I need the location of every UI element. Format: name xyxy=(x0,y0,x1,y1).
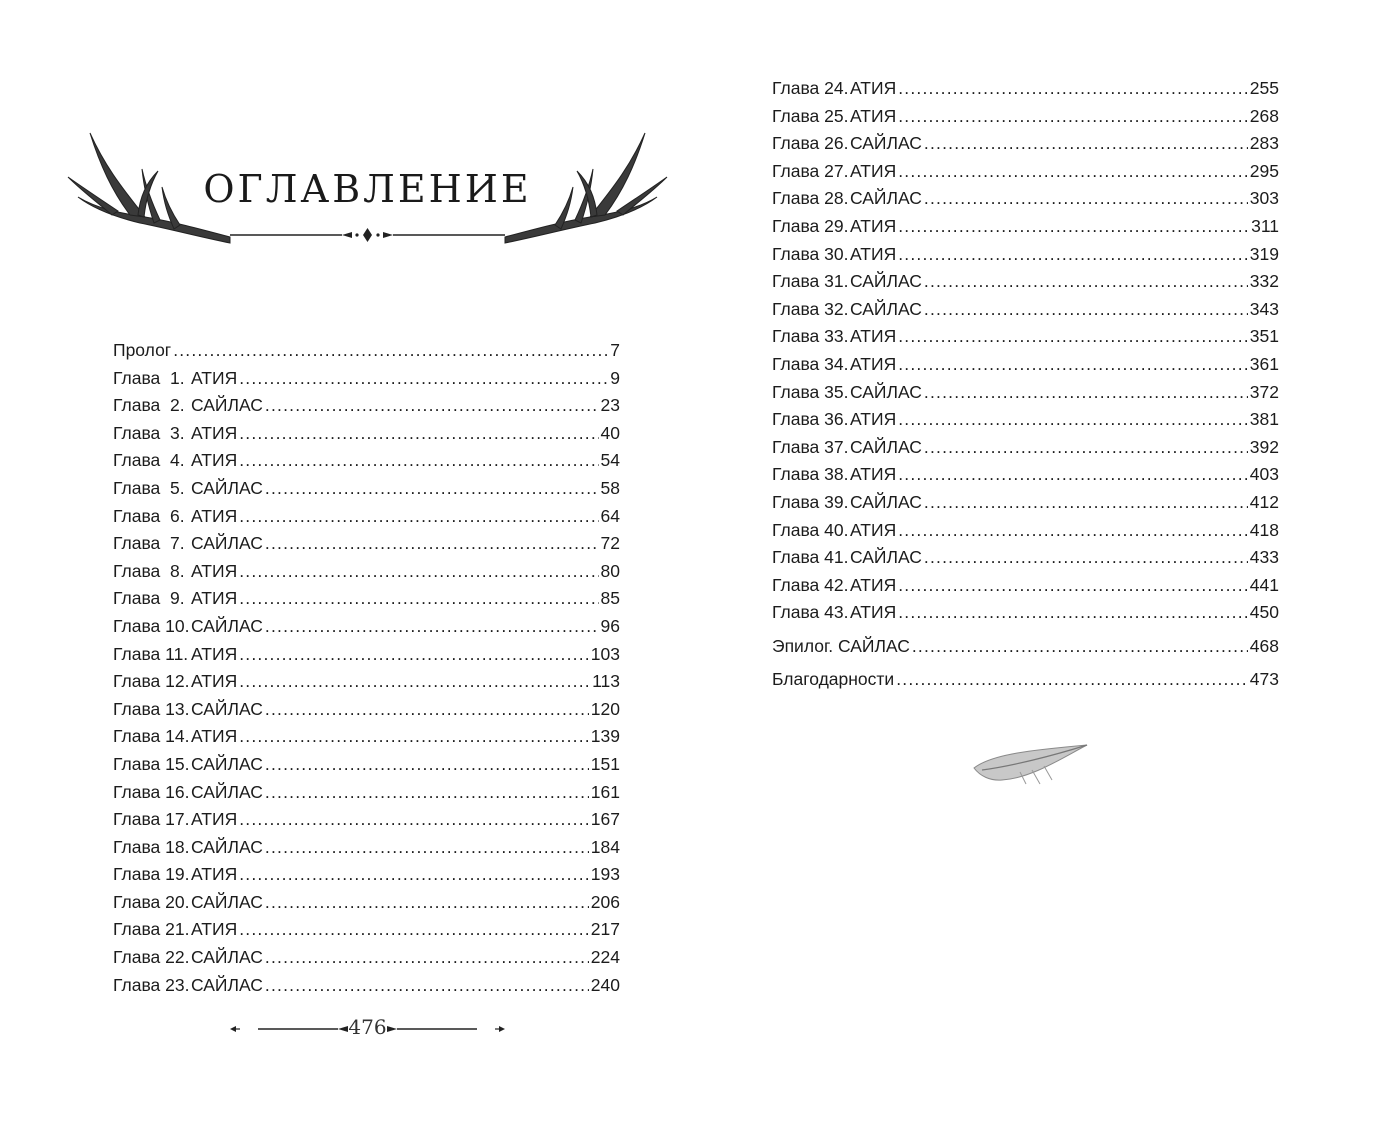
toc-entry-label xyxy=(772,572,896,600)
toc-entry xyxy=(113,834,620,862)
toc-entry xyxy=(772,379,1279,407)
dot-leader xyxy=(265,779,589,807)
chapter-number: Глава 4. xyxy=(113,450,185,471)
chapter-number: Глава 25. xyxy=(772,105,849,126)
toc-entry-label xyxy=(113,834,263,862)
chapter-number: Глава 20. xyxy=(113,891,190,912)
chapter-number: Глава 35. xyxy=(772,381,849,402)
chapter-number: Глава 13. xyxy=(113,698,190,719)
chapter-title: САЙЛАС xyxy=(191,698,263,719)
toc-entry xyxy=(113,530,620,558)
chapter-title: АТИЯ xyxy=(191,422,238,443)
toc-entry xyxy=(113,751,620,779)
chapter-title: АТИЯ xyxy=(191,643,238,664)
toc-entry xyxy=(113,972,620,1000)
toc-entry-label xyxy=(113,641,237,669)
chapter-title: САЙЛАС xyxy=(191,395,263,416)
toc-entry xyxy=(113,861,620,889)
dot-leader xyxy=(265,475,599,503)
toc-page-number: 403 xyxy=(1249,464,1279,485)
chapter-title: АТИЯ xyxy=(850,78,897,98)
chapter-title: АТИЯ xyxy=(850,602,897,623)
dot-leader xyxy=(898,75,1248,103)
toc-entry-label xyxy=(113,365,237,393)
chapter-number: Глава 17. xyxy=(113,809,190,830)
title-ornament-rule xyxy=(230,225,505,245)
chapter-title: САЙЛАС xyxy=(191,836,263,857)
toc-page-number: 372 xyxy=(1249,381,1279,402)
chapter-number: Глава 9. xyxy=(113,588,185,609)
dot-leader xyxy=(912,633,1248,661)
chapter-number: Глава 27. xyxy=(772,160,849,181)
toc-entry-label xyxy=(772,323,896,351)
toc-entry-label xyxy=(113,723,237,751)
chapter-title: АТИЯ xyxy=(850,464,897,485)
toc-entry xyxy=(772,434,1279,462)
toc-entry-label xyxy=(772,158,896,186)
dot-leader xyxy=(898,517,1248,545)
toc-page-number: 167 xyxy=(590,809,620,830)
dot-leader xyxy=(265,613,599,641)
toc-entry-label xyxy=(113,751,263,779)
chapter-title: САЙЛАС xyxy=(850,491,922,512)
chapter-title: АТИЯ xyxy=(191,671,238,692)
dot-leader xyxy=(239,585,598,613)
toc-entry xyxy=(772,517,1279,545)
toc-entry xyxy=(113,613,620,641)
dot-leader xyxy=(239,806,589,834)
chapter-title: АТИЯ xyxy=(850,105,897,126)
dot-leader xyxy=(265,972,589,1000)
toc-entry xyxy=(113,641,620,669)
toc-entry xyxy=(772,461,1279,489)
toc-entry-label xyxy=(772,75,896,103)
toc-page-number: 193 xyxy=(590,864,620,885)
dot-leader xyxy=(924,296,1248,324)
toc-entry-label xyxy=(772,296,922,324)
toc-entry-label xyxy=(113,475,263,503)
chapter-title: САЙЛАС xyxy=(191,947,263,968)
chapter-number: Глава 14. xyxy=(113,726,190,747)
dot-leader xyxy=(924,544,1248,572)
toc-entry xyxy=(772,633,1279,661)
chapter-number: Глава 24. xyxy=(772,78,849,98)
dot-leader xyxy=(898,103,1248,131)
chapter-number: Глава 12. xyxy=(113,671,190,692)
toc-entry xyxy=(772,241,1279,269)
chapter-title: АТИЯ xyxy=(850,574,897,595)
toc-entry xyxy=(113,392,620,420)
chapter-number: Глава 43. xyxy=(772,602,849,623)
toc-page-number: 161 xyxy=(590,781,620,802)
toc-page-number: 332 xyxy=(1249,271,1279,292)
toc-page-number: 72 xyxy=(600,533,620,554)
toc-entry xyxy=(772,75,1279,103)
toc-entry-label xyxy=(772,185,922,213)
chapter-title: АТИЯ xyxy=(191,588,238,609)
toc-page-number: 303 xyxy=(1249,188,1279,209)
toc-entry-label xyxy=(772,434,922,462)
toc-page-number: 58 xyxy=(600,477,620,498)
chapter-title: АТИЯ xyxy=(191,726,238,747)
toc-entry xyxy=(113,806,620,834)
toc-entry-label xyxy=(113,668,237,696)
chapter-title: АТИЯ xyxy=(850,519,897,540)
chapter-number: Глава 1. xyxy=(113,367,185,388)
page-title: ОГЛАВЛЕНИЕ xyxy=(203,167,532,211)
toc-page-number: 151 xyxy=(590,753,620,774)
toc-entry-label xyxy=(113,696,263,724)
dot-leader xyxy=(898,158,1248,186)
chapter-number: Глава 6. xyxy=(113,505,185,526)
toc-page-number: 217 xyxy=(590,919,620,940)
chapter-title: САЙЛАС xyxy=(191,781,263,802)
chapter-number: Глава 21. xyxy=(113,919,190,940)
toc-entry xyxy=(772,666,1279,694)
toc-entry xyxy=(772,599,1279,627)
toc-page-number: 54 xyxy=(600,450,620,471)
toc-entry xyxy=(113,337,620,365)
chapter-number: Глава 39. xyxy=(772,491,849,512)
chapter-number: Глава 10. xyxy=(113,615,190,636)
toc-entry-label xyxy=(772,379,922,407)
toc-entry xyxy=(113,475,620,503)
toc-entry xyxy=(113,558,620,586)
dot-leader xyxy=(265,834,589,862)
toc-page-number: 412 xyxy=(1249,491,1279,512)
toc-entry-label xyxy=(113,806,237,834)
toc-entry xyxy=(113,779,620,807)
chapter-number: Глава 38. xyxy=(772,464,849,485)
toc-entry-label xyxy=(772,268,922,296)
toc-page-number: 206 xyxy=(590,891,620,912)
chapter-number: Глава 29. xyxy=(772,215,849,236)
chapter-number: Глава 18. xyxy=(113,836,190,857)
dot-leader xyxy=(898,351,1248,379)
chapter-number: Глава 26. xyxy=(772,133,849,154)
toc-entry xyxy=(772,185,1279,213)
toc-entry-label xyxy=(113,889,263,917)
toc-page-number: 120 xyxy=(590,698,620,719)
toc-entry xyxy=(113,585,620,613)
toc-entry xyxy=(772,572,1279,600)
chapter-title: АТИЯ xyxy=(191,809,238,830)
toc-page-number: 381 xyxy=(1249,409,1279,430)
toc-page-number: 361 xyxy=(1249,353,1279,374)
toc-page-number: 283 xyxy=(1249,133,1279,154)
toc-page-number: 184 xyxy=(590,836,620,857)
dot-leader xyxy=(239,558,598,586)
toc-entry-label xyxy=(772,130,922,158)
chapter-title: АТИЯ xyxy=(850,409,897,430)
dot-leader xyxy=(265,889,589,917)
chapter-title: САЙЛАС xyxy=(850,436,922,457)
toc-entry-label xyxy=(772,544,922,572)
chapter-title: АТИЯ xyxy=(850,326,897,347)
chapter-title: АТИЯ xyxy=(191,367,238,388)
toc-entry xyxy=(772,544,1279,572)
chapter-number: Глава 34. xyxy=(772,353,849,374)
chapter-title: САЙЛАС xyxy=(191,615,263,636)
toc-page-number: 23 xyxy=(600,395,620,416)
chapter-title: САЙЛАС xyxy=(850,298,922,319)
toc-page-number: 351 xyxy=(1249,326,1279,347)
toc-page-number: 311 xyxy=(1251,215,1279,236)
toc-entry xyxy=(113,723,620,751)
right-page xyxy=(697,0,1394,1125)
chapter-number: Глава 2. xyxy=(113,395,185,416)
chapter-number: Глава 5. xyxy=(113,477,185,498)
toc-page-number: 433 xyxy=(1249,547,1279,568)
toc-entry xyxy=(772,158,1279,186)
toc-page-number: 319 xyxy=(1249,243,1279,264)
toc-page-number: 139 xyxy=(590,726,620,747)
dot-leader xyxy=(924,434,1248,462)
toc-entry-label xyxy=(772,213,896,241)
chapter-title: АТИЯ xyxy=(850,215,897,236)
dot-leader xyxy=(924,130,1248,158)
chapter-number: Глава 36. xyxy=(772,409,849,430)
toc-entry-label xyxy=(772,461,896,489)
dot-leader xyxy=(173,337,608,365)
dot-leader xyxy=(898,213,1249,241)
chapter-number: Глава 8. xyxy=(113,560,185,581)
toc-page-number: 268 xyxy=(1249,105,1279,126)
chapter-title: АТИЯ xyxy=(850,160,897,181)
chapter-title: АТИЯ xyxy=(191,560,238,581)
dot-leader xyxy=(239,861,589,889)
toc-entry-label xyxy=(113,779,263,807)
toc-page-number: 85 xyxy=(600,588,620,609)
dot-leader xyxy=(239,503,598,531)
dot-leader xyxy=(924,268,1248,296)
chapter-number: Глава 23. xyxy=(113,974,190,995)
toc-page-number: 113 xyxy=(592,671,620,692)
toc-page-number: 255 xyxy=(1249,78,1279,98)
toc-entry xyxy=(772,103,1279,131)
chapter-number: Глава 7. xyxy=(113,533,185,554)
toc-page-number: 450 xyxy=(1249,602,1279,623)
toc-entry-label: Эпилог. САЙЛАС xyxy=(772,635,910,656)
chapter-number: Глава 37. xyxy=(772,436,849,457)
dot-leader xyxy=(239,447,598,475)
toc-page-number: 441 xyxy=(1249,574,1279,595)
toc-entry xyxy=(772,406,1279,434)
toc-entry-label xyxy=(113,558,237,586)
toc-entry xyxy=(113,365,620,393)
dot-leader xyxy=(924,379,1248,407)
chapter-number: Глава 16. xyxy=(113,781,190,802)
toc-entry xyxy=(113,889,620,917)
toc-page-number: 103 xyxy=(590,643,620,664)
chapter-title: АТИЯ xyxy=(191,864,238,885)
toc-page-number: 473 xyxy=(1249,669,1279,690)
toc-entry xyxy=(113,447,620,475)
chapter-number: Глава 31. xyxy=(772,271,849,292)
toc-entry-label xyxy=(113,447,237,475)
toc-entry-label xyxy=(113,944,263,972)
toc-entry xyxy=(772,323,1279,351)
chapter-number: Глава 22. xyxy=(113,947,190,968)
chapter-title: САЙЛАС xyxy=(850,547,922,568)
toc-page-number: 64 xyxy=(600,505,620,526)
toc-entry-label xyxy=(113,861,237,889)
chapter-title: САЙЛАС xyxy=(191,533,263,554)
dot-leader xyxy=(239,420,598,448)
chapter-title: САЙЛАС xyxy=(191,477,263,498)
toc-entry-label xyxy=(113,420,237,448)
chapter-title: САЙЛАС xyxy=(191,891,263,912)
toc-entry xyxy=(772,213,1279,241)
chapter-title: САЙЛАС xyxy=(191,974,263,995)
toc-entry xyxy=(113,696,620,724)
toc-page-number: 240 xyxy=(590,974,620,995)
dot-leader xyxy=(898,406,1248,434)
toc-entry-label xyxy=(772,406,896,434)
antler-right-icon xyxy=(500,125,675,255)
toc-entry-label xyxy=(113,530,263,558)
toc-entry xyxy=(772,351,1279,379)
toc-entry-label xyxy=(113,916,237,944)
chapter-title: АТИЯ xyxy=(191,450,238,471)
toc-page-number: 40 xyxy=(600,422,620,443)
dot-leader xyxy=(896,666,1248,694)
chapter-title: САЙЛАС xyxy=(191,753,263,774)
chapter-number: Глава 41. xyxy=(772,547,849,568)
toc-entry-label xyxy=(772,599,896,627)
toc-page-number: 9 xyxy=(610,367,620,388)
toc-page-number: 418 xyxy=(1249,519,1279,540)
toc-entry xyxy=(113,503,620,531)
toc-entry xyxy=(772,489,1279,517)
toc-page-number: 96 xyxy=(600,615,620,636)
toc-header xyxy=(60,125,675,265)
toc-page-number: 7 xyxy=(610,340,620,360)
toc-entry xyxy=(772,268,1279,296)
toc-entry-label xyxy=(113,972,263,1000)
dot-leader xyxy=(239,916,589,944)
toc-entry-label xyxy=(772,103,896,131)
dot-leader xyxy=(265,944,589,972)
dot-leader xyxy=(898,599,1248,627)
dot-leader xyxy=(924,185,1248,213)
toc-entry xyxy=(113,916,620,944)
toc-entry-label xyxy=(772,351,896,379)
chapter-number: Глава 19. xyxy=(113,864,190,885)
dot-leader xyxy=(898,461,1248,489)
chapter-number: Глава 28. xyxy=(772,188,849,209)
toc-page-number: 343 xyxy=(1249,298,1279,319)
page-footer xyxy=(230,1015,505,1043)
dot-leader xyxy=(239,668,590,696)
toc-entry-label: Благодарности xyxy=(772,669,895,690)
chapter-number: Глава 42. xyxy=(772,574,849,595)
chapter-number: Глава 32. xyxy=(772,298,849,319)
toc-page-number: 224 xyxy=(590,947,620,968)
toc-list-right xyxy=(772,75,1279,694)
toc-entry xyxy=(772,130,1279,158)
dot-leader xyxy=(265,530,599,558)
dot-leader xyxy=(239,365,608,393)
chapter-title: САЙЛАС xyxy=(850,381,922,402)
dot-leader xyxy=(898,241,1248,269)
toc-entry-label xyxy=(772,517,896,545)
toc-entry-label xyxy=(113,392,263,420)
toc-entry-label: Пролог xyxy=(113,340,172,360)
dot-leader xyxy=(265,696,589,724)
chapter-number: Глава 30. xyxy=(772,243,849,264)
toc-entry-label xyxy=(772,241,896,269)
toc-entry xyxy=(113,944,620,972)
dot-leader xyxy=(239,641,589,669)
chapter-title: САЙЛАС xyxy=(850,271,922,292)
dot-leader xyxy=(239,723,589,751)
dot-leader xyxy=(265,751,589,779)
chapter-title: АТИЯ xyxy=(191,505,238,526)
dot-leader xyxy=(898,572,1248,600)
toc-entry xyxy=(113,420,620,448)
feather-icon xyxy=(972,740,1092,790)
toc-page-number: 468 xyxy=(1249,635,1279,656)
chapter-number: Глава 40. xyxy=(772,519,849,540)
chapter-number: Глава 3. xyxy=(113,422,185,443)
toc-entry xyxy=(772,296,1279,324)
toc-entry-label xyxy=(113,503,237,531)
dot-leader xyxy=(898,323,1248,351)
toc-page-number: 80 xyxy=(600,560,620,581)
chapter-title: АТИЯ xyxy=(191,919,238,940)
chapter-title: САЙЛАС xyxy=(850,188,922,209)
toc-entry-label xyxy=(772,489,922,517)
chapter-title: АТИЯ xyxy=(850,353,897,374)
page-number: 476 xyxy=(348,1015,387,1039)
toc-entry-label xyxy=(113,613,263,641)
toc-list-left xyxy=(113,337,620,999)
toc-page-number: 295 xyxy=(1249,160,1279,181)
chapter-number: Глава 11. xyxy=(113,643,189,664)
chapter-number: Глава 15. xyxy=(113,753,190,774)
chapter-title: САЙЛАС xyxy=(850,133,922,154)
dot-leader xyxy=(924,489,1248,517)
toc-entry-label xyxy=(113,585,237,613)
chapter-title: АТИЯ xyxy=(850,243,897,264)
toc-entry xyxy=(113,668,620,696)
dot-leader xyxy=(265,392,599,420)
toc-page-number: 392 xyxy=(1249,436,1279,457)
chapter-number: Глава 33. xyxy=(772,326,849,347)
